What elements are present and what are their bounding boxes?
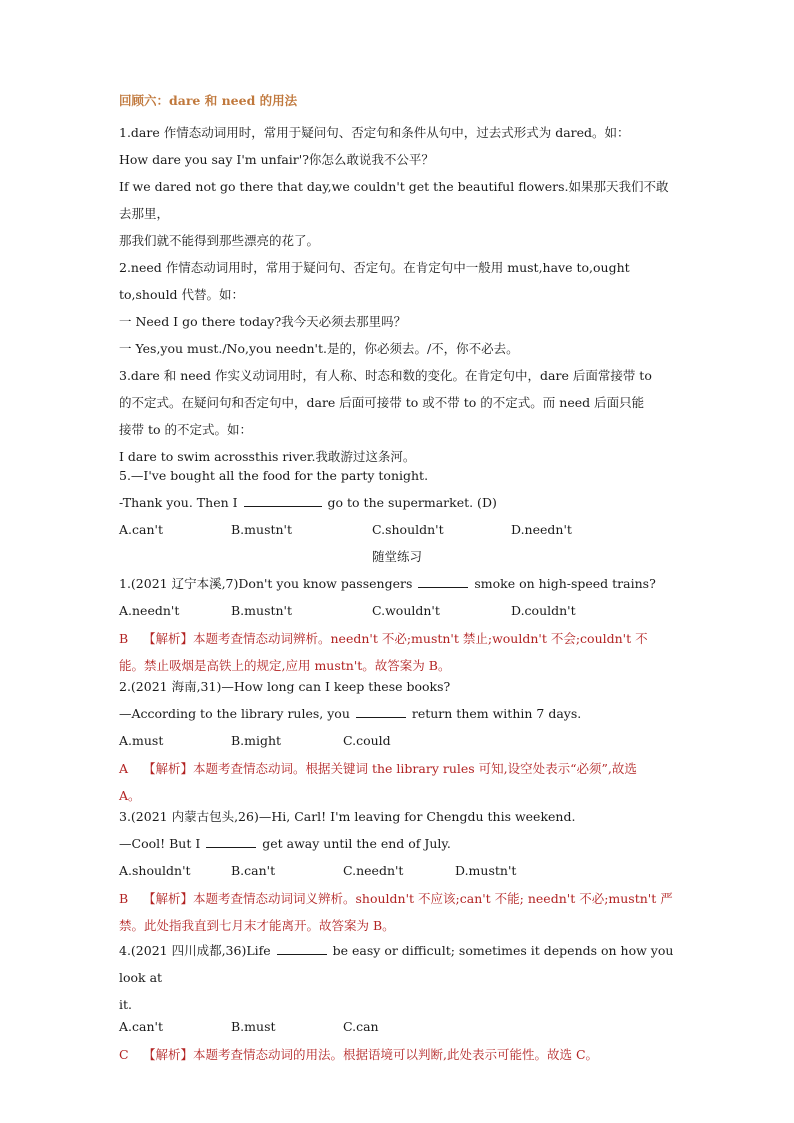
option-c: C.could <box>343 733 391 748</box>
practice-section-title: 随堂练习 <box>371 549 422 564</box>
question-2-text-a: —According to the library rules, you <box>119 706 350 721</box>
answer-blank <box>244 494 322 507</box>
explanation-text-a: 【解析】本题考查情态动词辨析。needn't 不必;mustn't 禁止;wouldn't 不会;couldn't 不 <box>143 631 648 646</box>
option-b: B.mustn't <box>231 603 293 618</box>
option-b: B.mustn't <box>231 522 293 537</box>
question-5-text-b: go to the supermarket. (D) <box>327 495 497 510</box>
option-c: C.needn't <box>343 863 404 878</box>
question-5-options <box>119 521 675 539</box>
point-1-example-2a: If we dared not go there that day,we couldn't get the beautiful flowers.如果那天我们不敢去那里， <box>119 179 669 221</box>
question-2-line-1: 2.(2021 海南,31)—How long can I keep these books? <box>119 679 451 694</box>
question-2-explanation <box>119 755 675 809</box>
question-3-options <box>119 862 675 880</box>
option-b: B.can't <box>231 863 276 878</box>
question-4-text-c: it. <box>119 997 132 1012</box>
option-c: C.wouldn't <box>372 603 440 618</box>
question-4-explanation <box>119 1041 675 1068</box>
point-2-text-a: 2.need 作情态动词用时，常用于疑问句、否定句。在肯定句中一般用 must,have to,ought <box>119 260 630 275</box>
question-3-text-b: get away until the end of July. <box>262 836 451 851</box>
question-1-explanation <box>119 625 675 679</box>
document-page <box>119 92 675 1068</box>
point-1-example-2b: 那我们就不能得到那些漂亮的花了。 <box>119 233 320 248</box>
question-2-options <box>119 732 675 750</box>
question-4-text-b: be easy or difficult; sometimes it depends on how you look at <box>119 943 674 985</box>
explanation-text-a: 【解析】本题考查情态动词。根据关键词 the library rules 可知,设空处表示“必须”,故选 <box>143 761 637 776</box>
question-1-text-a: 1.(2021 辽宁本溪,7)Don't you know passengers <box>119 576 413 591</box>
answer-blank <box>356 705 406 718</box>
question-1-options <box>119 602 675 620</box>
section-heading: 回顾六：dare 和 need 的用法 <box>119 93 298 108</box>
answer-letter: A <box>119 761 129 776</box>
option-a: A.can't <box>119 1019 163 1034</box>
question-5-line-2 <box>119 494 675 512</box>
question-2-line-2 <box>119 705 675 723</box>
option-d: D.couldn't <box>511 603 576 618</box>
question-3-explanation <box>119 885 675 939</box>
question-3-line-1: 3.(2021 内蒙古包头,26)—Hi, Carl! I'm leaving for Chengdu this weekend. <box>119 809 576 824</box>
question-3-line-2 <box>119 835 675 853</box>
point-2-example-2: 一 Yes,you must./No,you needn't.是的，你必须去。/不，你不必去。 <box>119 341 519 356</box>
question-1-text-b: smoke on high-speed trains? <box>474 576 656 591</box>
explanation-text-a: 【解析】本题考查情态动词词义辨析。shouldn't 不应该;can't 不能; needn't 不必;mustn't 严 <box>143 891 673 906</box>
question-4 <box>119 937 675 1018</box>
point-3-example: I dare to swim acrossthis river.我敢游过这条河。 <box>119 449 416 464</box>
option-a: A.shouldn't <box>119 863 191 878</box>
explanation-text-a: 【解析】本题考查情态动词的用法。根据语境可以判断,此处表示可能性。故选 C。 <box>143 1047 599 1062</box>
question-1 <box>119 575 675 593</box>
answer-blank <box>418 575 468 588</box>
question-2-text-b: return them within 7 days. <box>411 706 582 721</box>
option-a: A.needn't <box>119 603 180 618</box>
option-d: D.needn't <box>511 522 572 537</box>
point-1-example-1: How dare you say I'm unfair'?你怎么敢说我不公平？ <box>119 152 434 167</box>
point-3-text-c: 接带 to 的不定式。如： <box>119 422 252 437</box>
point-3-text-a: 3.dare 和 need 作实义动词用时，有人称、时态和数的变化。在肯定句中，dare 后面常接带 to <box>119 368 652 383</box>
answer-blank <box>277 942 327 955</box>
point-2-example-1: 一 Need I go there today?我今天必须去那里吗？ <box>119 314 407 329</box>
question-3-text-a: —Cool! But I <box>119 836 201 851</box>
explanation-text-b: 能。禁止吸烟是高铁上的规定,应用 mustn't。故答案为 B。 <box>119 658 451 673</box>
point-3 <box>119 362 675 470</box>
question-4-options <box>119 1018 675 1036</box>
explanation-text-b: 禁。此处指我直到七月末才能离开。故答案为 B。 <box>119 918 395 933</box>
option-c: C.shouldn't <box>372 522 444 537</box>
answer-letter: B <box>119 631 129 646</box>
option-d: D.mustn't <box>455 863 517 878</box>
question-5-line-1: 5.—I've bought all the food for the party tonight. <box>119 468 429 483</box>
option-b: B.might <box>231 733 282 748</box>
answer-blank <box>206 835 256 848</box>
question-4-text-a: 4.(2021 四川成都,36)Life <box>119 943 271 958</box>
point-2 <box>119 254 675 362</box>
question-5-text-a: -Thank you. Then I <box>119 495 238 510</box>
explanation-text-b: A。 <box>119 788 141 803</box>
answer-letter: B <box>119 891 129 906</box>
point-2-text-b: to,should 代替。如： <box>119 287 245 302</box>
option-c: C.can <box>343 1019 379 1034</box>
point-1 <box>119 119 675 254</box>
option-a: A.can't <box>119 522 163 537</box>
option-a: A.must <box>119 733 164 748</box>
point-3-text-b: 的不定式。在疑问句和否定句中，dare 后面可接带 to 或不带 to 的不定式。而 need 后面只能 <box>119 395 645 410</box>
point-1-text: 1.dare 作情态动词用时，常用于疑问句、否定句和条件从句中，过去式形式为 dared。如： <box>119 125 630 140</box>
option-b: B.must <box>231 1019 276 1034</box>
answer-letter: C <box>119 1047 129 1062</box>
